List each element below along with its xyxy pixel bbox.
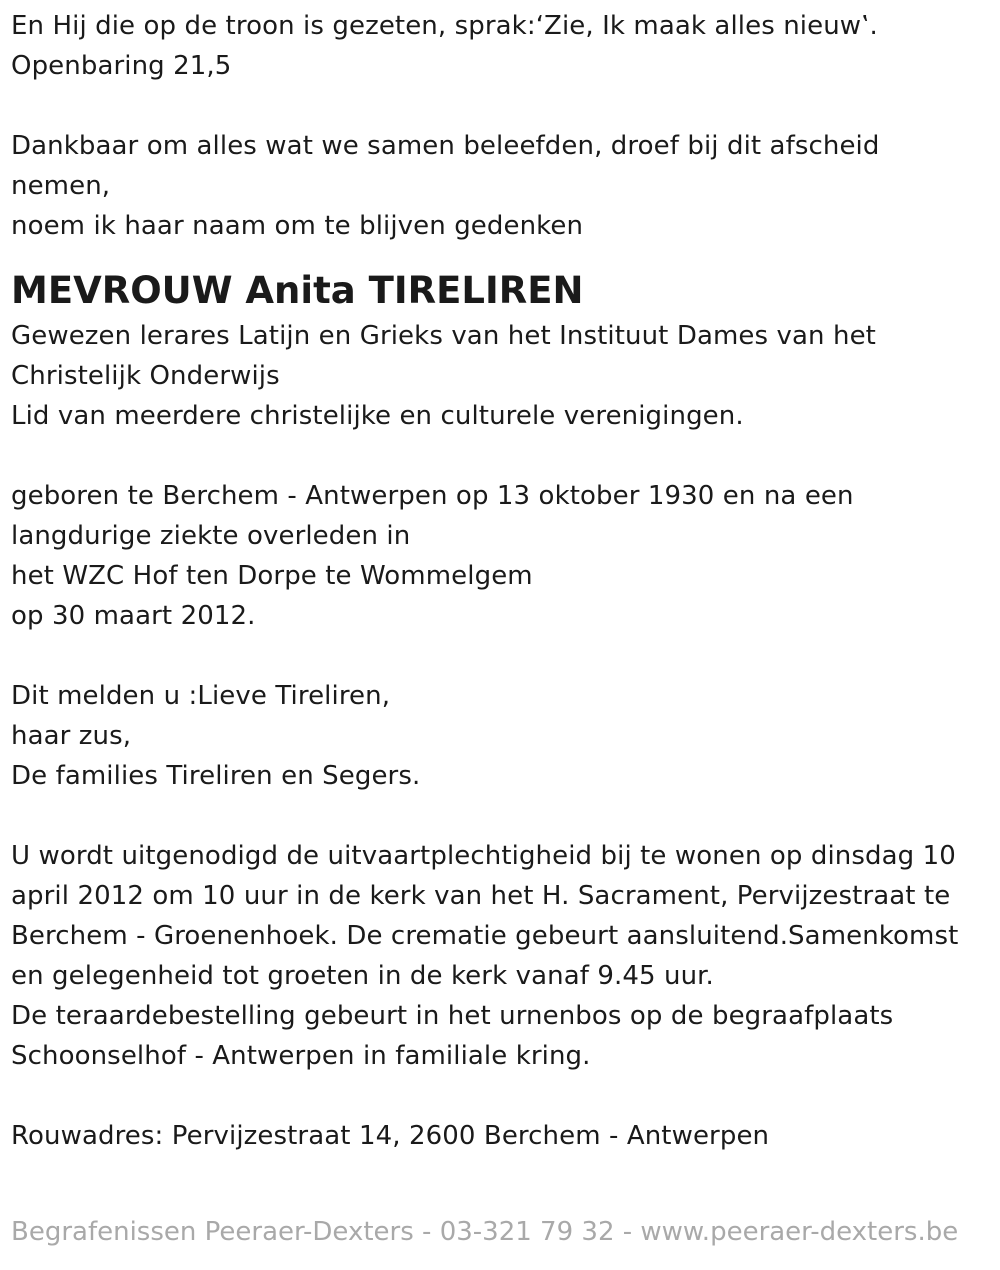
- death-date-line: op 30 maart 2012.: [11, 601, 256, 631]
- intro-line: Dankbaar om alles wat we samen beleefden, droef bij dit afscheid: [11, 131, 880, 161]
- mourning-address: Rouwadres: Pervijzestraat 14, 2600 Berchem - Antwerpen: [11, 1121, 770, 1151]
- obituary-document: [11, 6, 986, 1156]
- spacer: [11, 1076, 986, 1116]
- death-line: langdurige ziekte overleden in: [11, 521, 411, 551]
- death-place-line: het WZC Hof ten Dorpe te Wommelgem: [11, 561, 533, 591]
- profession-line: Christelijk Onderwijs: [11, 361, 280, 391]
- quote-section: [11, 6, 986, 86]
- ceremony-line: en gelegenheid tot groeten in de kerk vanaf 9.45 uur.: [11, 961, 714, 991]
- spacer: [11, 636, 986, 676]
- birth-line: geboren te Berchem - Antwerpen op 13 oktober 1930 en na een: [11, 481, 854, 511]
- spacer: [11, 436, 986, 476]
- address-section: [11, 1116, 986, 1156]
- quote-reference: Openbaring 21,5: [11, 51, 232, 81]
- announcement-section: [11, 676, 986, 796]
- announcement-line: De families Tireliren en Segers.: [11, 761, 421, 791]
- ceremony-line: U wordt uitgenodigd de uitvaartplechtigheid bij te wonen op dinsdag 10: [11, 841, 956, 871]
- membership-line: Lid van meerdere christelijke en culturele verenigingen.: [11, 401, 744, 431]
- ceremony-line: april 2012 om 10 uur in de kerk van het H. Sacrament, Pervijzestraat te: [11, 881, 951, 911]
- birth-death-section: [11, 476, 986, 636]
- announcement-line: haar zus,: [11, 721, 132, 751]
- funeral-home-footer: Begrafenissen Peeraer-Dexters - 03-321 79 32 - www.peeraer-dexters.be: [11, 1217, 959, 1247]
- profession-section: [11, 316, 986, 436]
- ceremony-line: Berchem - Groenenhoek. De crematie gebeurt aansluitend.Samenkomst: [11, 921, 959, 951]
- intro-section: [11, 126, 986, 246]
- announcement-line: Dit melden u :Lieve Tireliren,: [11, 681, 391, 711]
- intro-line: nemen,: [11, 171, 111, 201]
- intro-line: noem ik haar naam om te blijven gedenken: [11, 211, 584, 241]
- deceased-name: MEVROUW Anita TIRELIREN: [11, 269, 584, 312]
- spacer: [11, 86, 986, 126]
- burial-line: Schoonselhof - Antwerpen in familiale kring.: [11, 1041, 591, 1071]
- ceremony-section: [11, 836, 986, 1076]
- quote-text: En Hij die op de troon is gezeten, sprak:‘Zie, Ik maak alles nieuw‛.: [11, 11, 878, 41]
- burial-line: De teraardebestelling gebeurt in het urnenbos op de begraafplaats: [11, 1001, 894, 1031]
- spacer: [11, 796, 986, 836]
- profession-line: Gewezen lerares Latijn en Grieks van het Instituut Dames van het: [11, 321, 876, 351]
